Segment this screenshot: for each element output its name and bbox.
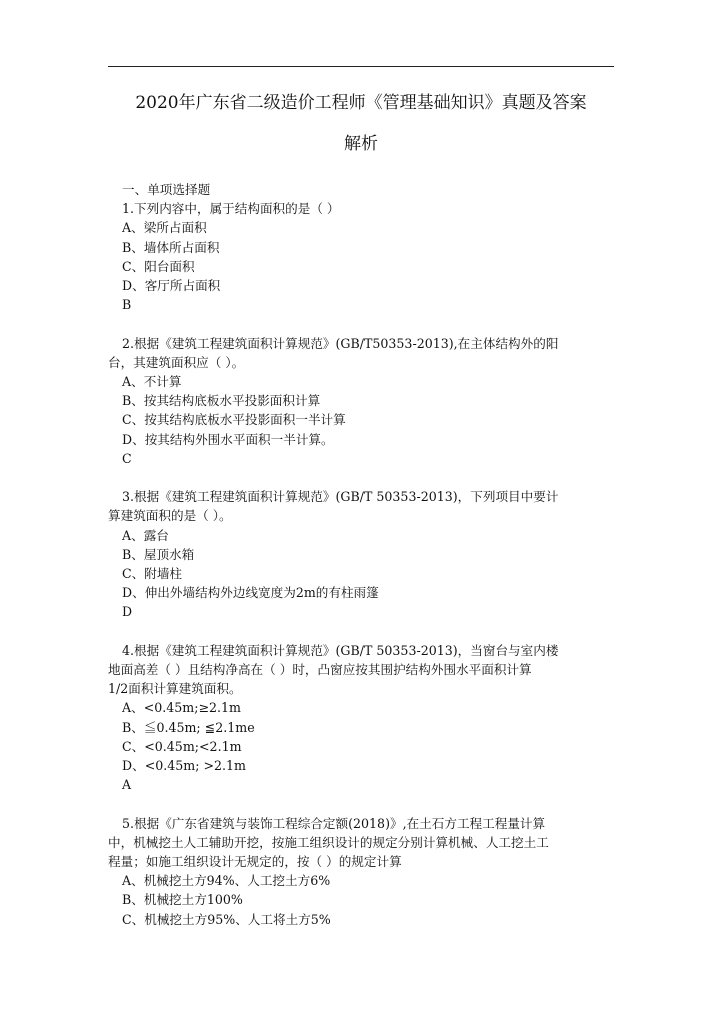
answer-option: C、阳台面积 — [122, 258, 195, 274]
question-stem: 算建筑面积的是（ ）。 — [108, 508, 232, 524]
question-stem: 2.根据《建筑工程建筑面积计算规范》(GB/T50353-2013),在主体结构外的阳 — [122, 335, 559, 351]
question-list — [108, 180, 614, 948]
question-stem: 地面高差（ ）且结构净高在（ ）时，凸窗应按其围护结构外围水平面积计算 — [108, 662, 532, 678]
correct-answer: D — [122, 604, 133, 620]
question-2 — [108, 334, 614, 468]
answer-option: B、按其结构底板水平投影面积计算 — [122, 393, 321, 409]
question-1 — [108, 199, 614, 314]
section-heading: 一、单项选择题 — [122, 182, 211, 197]
answer-option: D、<0.45m; >2.1m — [122, 758, 246, 774]
question-stem: 1/2面积计算建筑面积。 — [108, 681, 242, 697]
question-stem: 4.根据《建筑工程建筑面积计算规范》(GB/T 50353-2013)，当窗台与室内楼 — [122, 642, 559, 658]
question-stem: 5.根据《广东省建筑与装饰工程综合定额(2018)》,在土石方工程工程量计算 — [122, 815, 546, 831]
document-title-continued: 解析 — [344, 134, 378, 154]
answer-option: C、按其结构底板水平投影面积一半计算 — [122, 412, 346, 428]
answer-option: B、屋顶水箱 — [122, 546, 195, 562]
answer-option: B、≦0.45m; ≦2.1me — [122, 719, 255, 735]
question-stem: 1.下列内容中，属于结构面积的是（ ） — [122, 201, 340, 217]
header-rule — [108, 66, 614, 67]
answer-option: A、梁所占面积 — [122, 220, 207, 236]
answer-option: A、不计算 — [122, 374, 182, 390]
answer-option: A、露台 — [122, 527, 169, 543]
answer-option: C、<0.45m;<2.1m — [122, 738, 242, 754]
questions-container — [108, 199, 614, 929]
answer-option: D、伸出外墙结构外边线宽度为2m的有柱雨篷 — [122, 585, 379, 601]
question-stem: 中，机械挖土人工辅助开挖，按施工组织设计的规定分别计算机械、人工挖土工 — [108, 834, 549, 850]
answer-option: C、附墙柱 — [122, 566, 183, 582]
answer-option: A、机械挖土方94%、人工挖土方6% — [122, 873, 331, 889]
question-4 — [108, 641, 614, 795]
correct-answer: C — [122, 450, 132, 466]
answer-option: B、机械挖土方100% — [122, 892, 243, 908]
document-title: 2020年广东省二级造价工程师《管理基础知识》真题及答案 — [135, 93, 587, 113]
answer-option: D、按其结构外围水平面积一半计算。 — [122, 431, 334, 447]
answer-option: D、客厅所占面积 — [122, 278, 221, 294]
answer-option: A、<0.45m;≥2.1m — [122, 700, 241, 716]
question-3 — [108, 487, 614, 621]
answer-option: B、墙体所占面积 — [122, 239, 220, 255]
question-5 — [108, 814, 614, 929]
question-stem: 程量；如施工组织设计无规定的，按（ ）的规定计算 — [108, 854, 402, 870]
question-stem: 3.根据《建筑工程建筑面积计算规范》(GB/T 50353-2013)，下列项目中要计 — [122, 489, 559, 505]
answer-option: C、机械挖土方95%、人工将土方5% — [122, 911, 331, 927]
correct-answer: B — [122, 297, 132, 313]
correct-answer: A — [122, 777, 132, 793]
question-stem: 台，其建筑面积应（ ）。 — [108, 354, 245, 370]
